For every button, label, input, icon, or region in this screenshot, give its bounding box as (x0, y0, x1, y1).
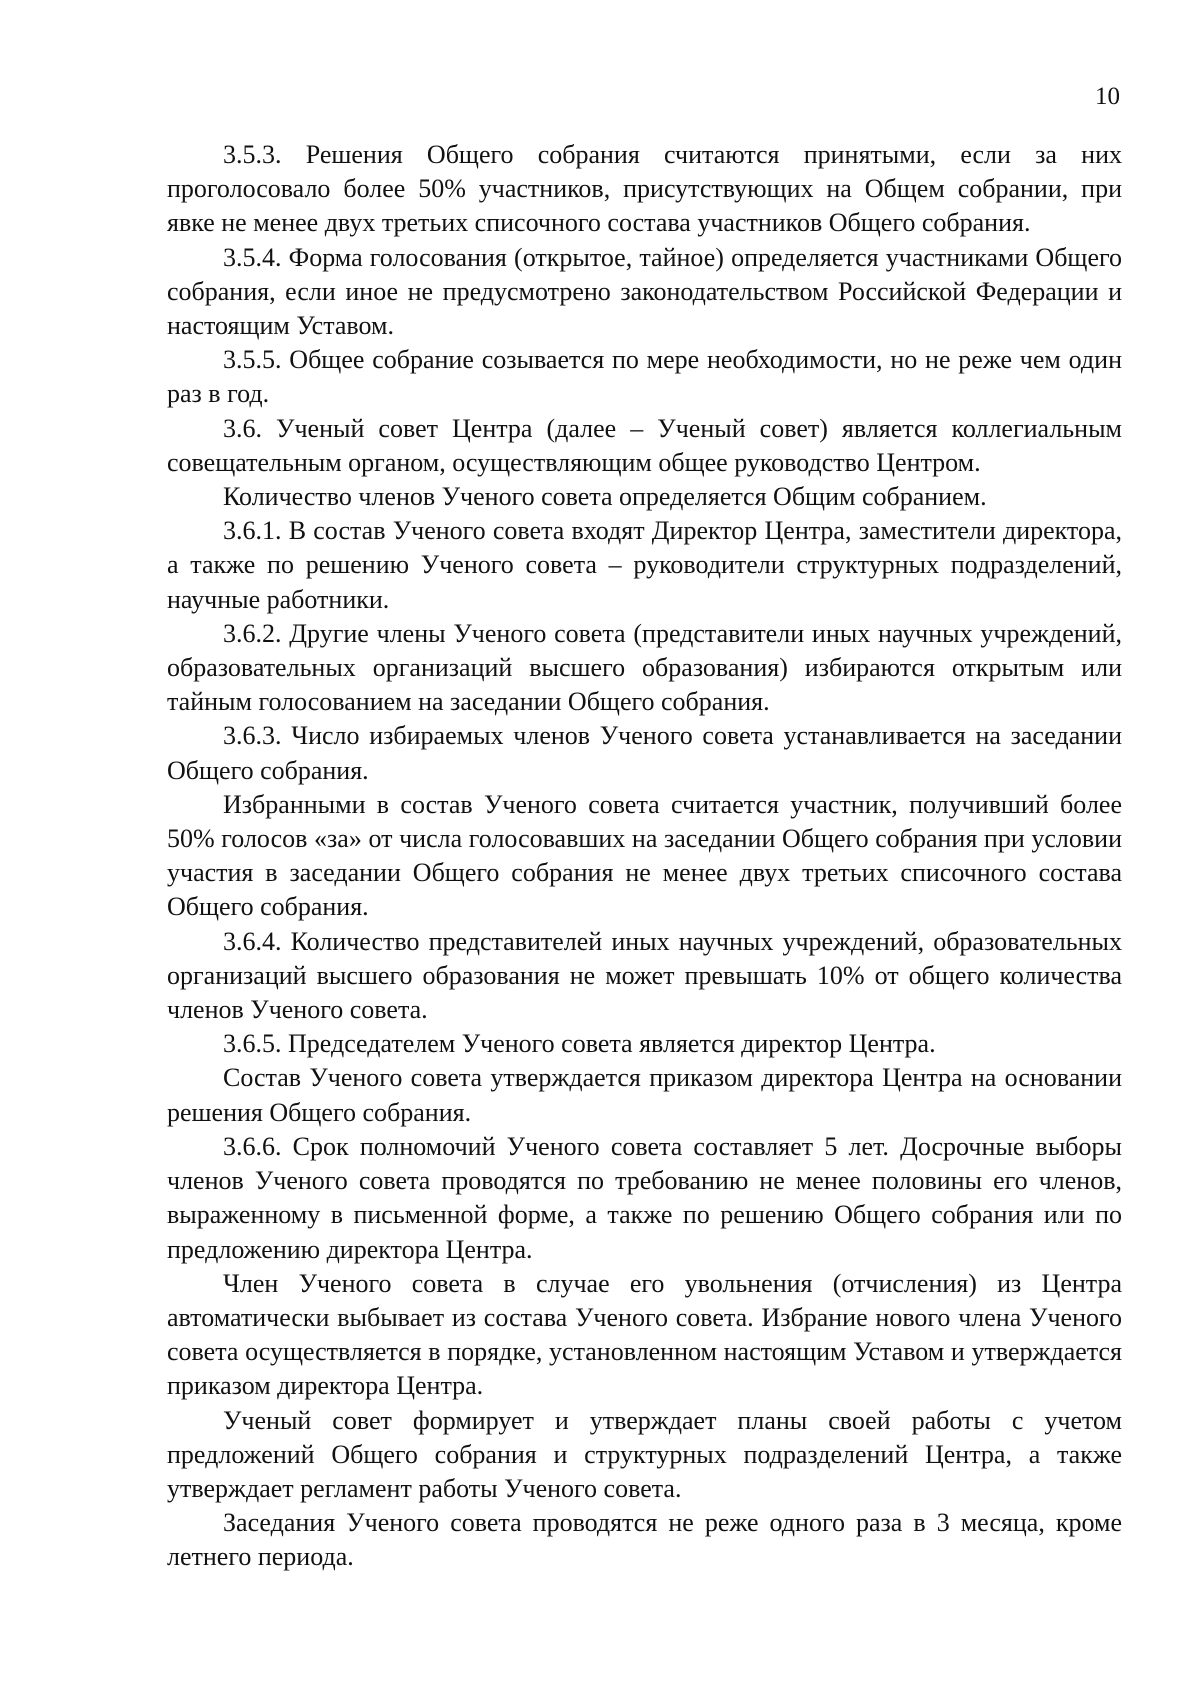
paragraph-3-6-4: 3.6.4. Количество представителей иных научных учреждений, образовательных организаций высшего образования не может превышать 10% от общего количества членов Ученого совета. (167, 926, 1122, 1025)
paragraph-council-size: Количество членов Ученого совета определяется Общим собранием. (223, 482, 987, 512)
paragraph-election-rule: Избранными в состав Ученого совета считается участник, получивший более 50% голосов «за» от числа голосовавших на заседании Общего собрания при условии участия в заседании Общего собрания не менее двух третьих списочного состава Общего собрания. (167, 789, 1122, 922)
paragraph-3-6-1: 3.6.1. В состав Ученого совета входят Директор Центра, заместители директора, а также по решению Ученого совета – руководители структурных подразделений, научные работники. (167, 516, 1122, 614)
paragraph-work-plans: Ученый совет формирует и утверждает планы своей работы с учетом предложений Общего собрания и структурных подразделений Центра, а также утверждает регламент работы Ученого совета. (167, 1405, 1122, 1503)
paragraph-3-6-2: 3.6.2. Другие члены Ученого совета (представители иных научных учреждений, образовательных организаций высшего образования) избираются открытым или тайным голосованием на заседании Общего собрания. (167, 618, 1122, 717)
paragraph-council-composition: Состав Ученого совета утверждается приказом директора Центра на основании решения Общего собрания. (167, 1063, 1122, 1127)
paragraph-3-6-5: 3.6.5. Председателем Ученого совета является директор Центра. (223, 1029, 936, 1059)
paragraph-3-6: 3.6. Ученый совет Центра (далее – Ученый совет) является коллегиальным совещательным органом, осуществляющим общее руководство Центром. (167, 413, 1122, 477)
paragraph-member-dismissal: Член Ученого совета в случае его увольнения (отчисления) из Центра автоматически выбывает из состава Ученого совета. Избрание нового члена Ученого совета осуществляется в порядке, установленном настоящим Уставом и утверждается приказом директора Центра. (167, 1268, 1122, 1401)
paragraph-3-5-3: 3.5.3. Решения Общего собрания считаются принятыми, если за них проголосовало более 50% участников, присутствующих на Общем собрании, при явке не менее двух третьих списочного состава участников Общего собрания. (167, 140, 1122, 238)
paragraph-3-6-3: 3.6.3. Число избираемых членов Ученого совета устанавливается на заседании Общего собрания. (167, 721, 1122, 785)
paragraph-3-5-5: 3.5.5. Общее собрание созывается по мере необходимости, но не реже чем один раз в год. (167, 345, 1122, 409)
document-body (167, 138, 1122, 1575)
paragraph-3-5-4: 3.5.4. Форма голосования (открытое, тайное) определяется участниками Общего собрания, если иное не предусмотрено законодательством Российской Федерации и настоящим Уставом. (167, 242, 1122, 341)
page-number: 10 (1095, 83, 1120, 110)
paragraph-3-6-6: 3.6.6. Срок полномочий Ученого совета составляет 5 лет. Досрочные выборы членов Ученого совета проводятся по требованию не менее половины его членов, выраженному в письменной форме, а также по решению Общего собрания или по предложению директора Центра. (167, 1131, 1122, 1264)
paragraph-meeting-frequency: Заседания Ученого совета проводятся не реже одного раза в 3 месяца, кроме летнего периода. (167, 1508, 1122, 1572)
